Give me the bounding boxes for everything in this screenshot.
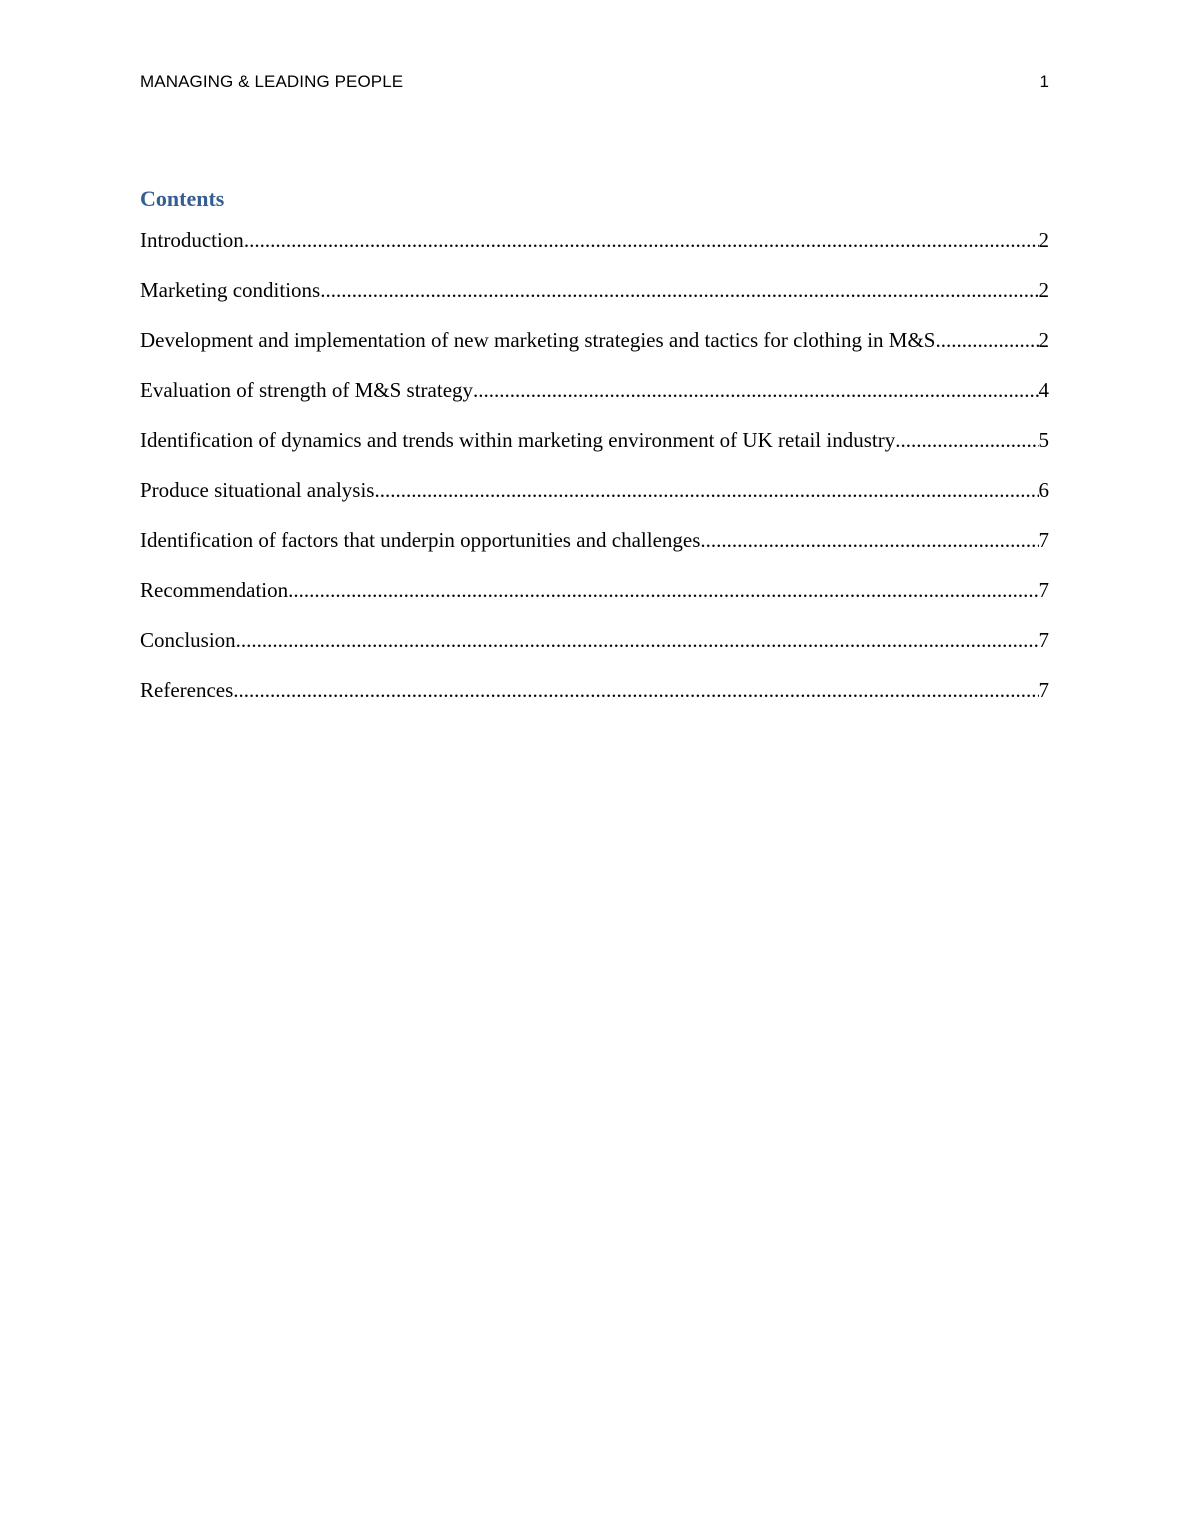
dot-leader bbox=[374, 476, 1038, 504]
toc-entry-conclusion[interactable] bbox=[140, 626, 1049, 676]
dot-leader bbox=[320, 276, 1038, 304]
dot-leader bbox=[236, 626, 1039, 654]
toc-entry-page: 2 bbox=[1038, 228, 1049, 252]
toc-entry-label: Identification of factors that underpin opportunities and challenges bbox=[140, 528, 701, 552]
toc-entry-label: Development and implementation of new marketing strategies and tactics for clothing in M&S bbox=[140, 328, 936, 352]
toc-entry-factors[interactable] bbox=[140, 526, 1049, 576]
toc-heading: Contents bbox=[140, 186, 225, 211]
dot-leader bbox=[244, 226, 1039, 254]
toc-entry-label: Introduction bbox=[140, 228, 244, 252]
page-number: 1 bbox=[1039, 72, 1049, 91]
toc-entry-label: Evaluation of strength of M&S strategy bbox=[140, 378, 474, 402]
toc-entry-situational-analysis[interactable] bbox=[140, 476, 1049, 526]
dot-leader bbox=[473, 376, 1038, 404]
toc-entry-introduction[interactable] bbox=[140, 226, 1049, 276]
toc-entry-marketing-conditions[interactable] bbox=[140, 276, 1049, 326]
toc-entry-page: 5 bbox=[1038, 428, 1049, 452]
table-of-contents bbox=[140, 226, 1049, 726]
toc-entry-page: 2 bbox=[1038, 278, 1049, 302]
dot-leader bbox=[233, 676, 1038, 704]
toc-entry-page: 6 bbox=[1038, 478, 1049, 502]
dot-leader bbox=[288, 576, 1038, 604]
dot-leader bbox=[700, 526, 1038, 554]
toc-entry-label: Identification of dynamics and trends within marketing environment of UK retail industry bbox=[140, 428, 896, 452]
toc-entry-page: 2 bbox=[1038, 328, 1049, 352]
dot-leader bbox=[935, 326, 1038, 354]
toc-entry-page: 7 bbox=[1038, 578, 1049, 602]
toc-entry-label: Conclusion bbox=[140, 628, 236, 652]
toc-entry-references[interactable] bbox=[140, 676, 1049, 726]
toc-entry-label: References bbox=[140, 678, 234, 702]
running-header-title: MANAGING & LEADING PEOPLE bbox=[140, 72, 404, 91]
toc-entry-dynamics-trends[interactable] bbox=[140, 426, 1049, 476]
toc-entry-page: 4 bbox=[1038, 378, 1049, 402]
dot-leader bbox=[895, 426, 1038, 454]
toc-entry-label: Recommendation bbox=[140, 578, 289, 602]
page-header bbox=[140, 72, 1049, 96]
toc-entry-page: 7 bbox=[1038, 628, 1049, 652]
toc-entry-recommendation[interactable] bbox=[140, 576, 1049, 626]
toc-entry-label: Marketing conditions bbox=[140, 278, 321, 302]
toc-entry-development-implementation[interactable] bbox=[140, 326, 1049, 376]
toc-entry-evaluation-strength[interactable] bbox=[140, 376, 1049, 426]
toc-entry-label: Produce situational analysis bbox=[140, 478, 375, 502]
toc-entry-page: 7 bbox=[1038, 678, 1049, 702]
toc-entry-page: 7 bbox=[1038, 528, 1049, 552]
